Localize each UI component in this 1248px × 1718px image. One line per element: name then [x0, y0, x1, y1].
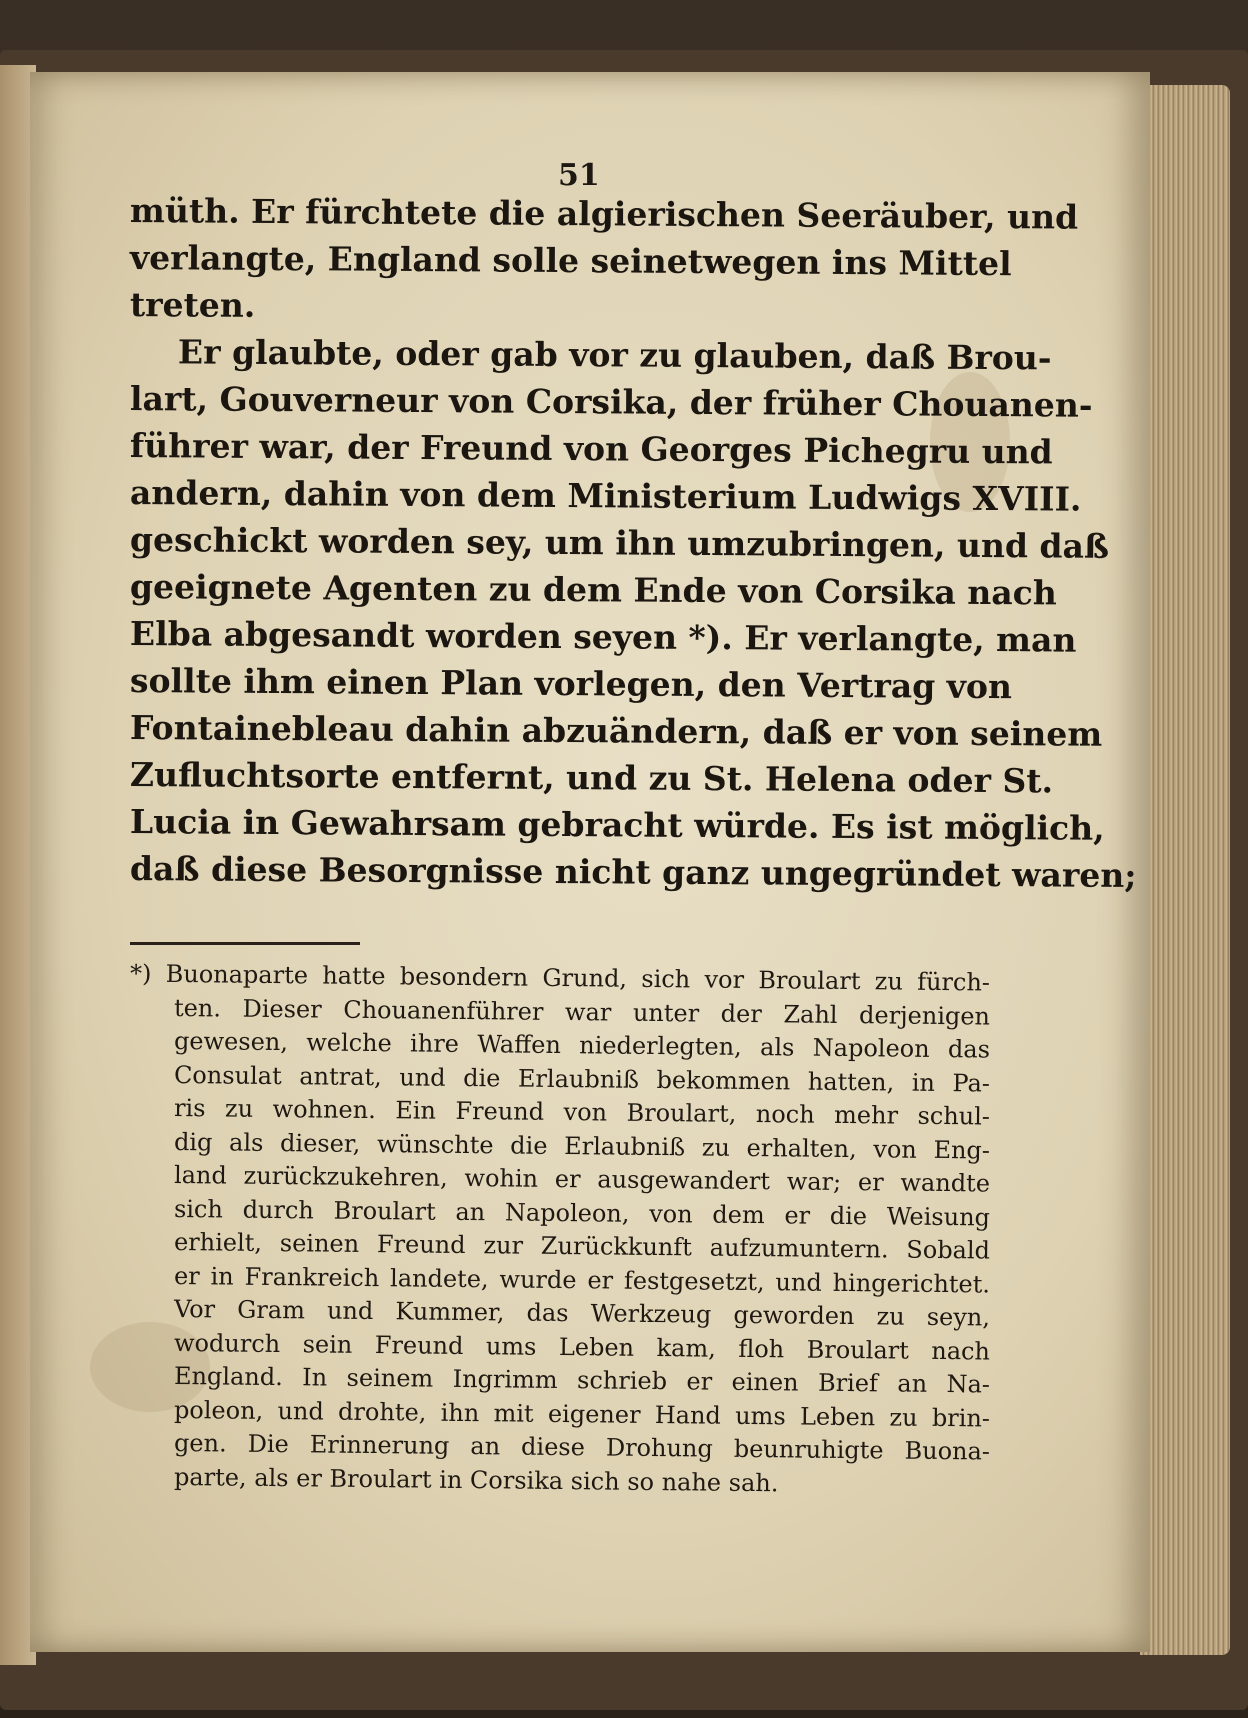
footnote-line: Vor Gram und Kummer, das Werkzeug geworden zu seyn,: [173, 1294, 991, 1332]
text-line: Lucia in Gewahrsam gebracht würde. Es ist möglich,: [129, 801, 1105, 848]
text-line: andern, dahin von dem Ministerium Ludwigs XVIII.: [129, 472, 1082, 519]
main-body-text: [129, 190, 1137, 896]
footnote-line: dig als dieser, wünschte die Erlaubniß zu erhalten, von Eng-: [173, 1127, 991, 1165]
footnote-line: ten. Dieser Chouanenführer war unter der Zahl derjenigen: [173, 993, 991, 1031]
footnote-line: poleon, und drohte, ihn mit eigener Hand ums Leben zu brin-: [173, 1395, 991, 1433]
text-line: daß diese Besorgnisse nicht ganz ungegründet waren;: [129, 848, 1137, 896]
footnote-line: erhielt, seinen Freund zur Zurückkunft aufzumuntern. Sobald: [173, 1227, 991, 1265]
text-line: geeignete Agenten zu dem Ende von Corsika nach: [129, 566, 1057, 613]
text-line: lart, Gouverneur von Corsika, der früher Chouanen-: [129, 378, 1093, 425]
footnote-line: England. In seinem Ingrimm schrieb er einen Brief an Na-: [173, 1361, 991, 1399]
book-page: [30, 72, 1150, 1652]
footnote-text: [129, 959, 991, 1498]
footnote-line: ris zu wohnen. Ein Freund von Broulart, noch mehr schul-: [173, 1093, 991, 1131]
text-line: Elba abgesandt worden seyen *). Er verlangte, man: [129, 613, 1077, 660]
footnote-line: Consulat antrat, und die Erlaubniß bekommen hatten, in Pa-: [173, 1060, 991, 1098]
page-fore-edge: [1140, 85, 1230, 1655]
footnote-line: gen. Die Erinnerung an diese Drohung beunruhigte Buona-: [173, 1428, 991, 1466]
footnote-line: er in Frankreich landete, wurde er festgesetzt, und hingerichtet.: [173, 1261, 991, 1299]
footnote-line: land zurückzukehren, wohin er ausgewandert war; er wandte: [173, 1160, 991, 1198]
page-number: 51: [558, 158, 600, 193]
footnote-line: *) Buonaparte hatte besondern Grund, sich vor Broulart zu fürch-: [129, 959, 991, 997]
text-line: führer war, der Freund von Georges Pichegru und: [129, 425, 1053, 472]
text-line: sollte ihm einen Plan vorlegen, den Vertrag von: [129, 660, 1013, 707]
footnote-line: gewesen, welche ihre Waffen niederlegten, als Napoleon das: [173, 1026, 991, 1064]
text-line: Fontainebleau dahin abzuändern, daß er von seinem: [129, 707, 1103, 754]
footnote-line: parte, als er Broulart in Corsika sich so nahe sah.: [173, 1462, 779, 1497]
text-line: verlangte, England solle seinetwegen ins Mittel: [129, 237, 1012, 284]
footnote-line: sich durch Broulart an Napoleon, von dem er die Weisung: [173, 1194, 991, 1232]
footnote-line: wodurch sein Freund ums Leben kam, floh Broulart nach: [173, 1328, 991, 1366]
text-line: treten.: [129, 284, 256, 325]
text-line: müth. Er fürchtete die algierischen Seeräuber, und: [129, 190, 1079, 237]
text-line: geschickt worden sey, um ihn umzubringen, und daß: [129, 519, 1110, 566]
text-line: Zufluchtsorte entfernt, und zu St. Helena oder St.: [129, 754, 1054, 801]
footnote-divider: [130, 942, 360, 945]
text-line: Er glaubte, oder gab vor zu glauben, daß Brou-: [177, 332, 1052, 378]
